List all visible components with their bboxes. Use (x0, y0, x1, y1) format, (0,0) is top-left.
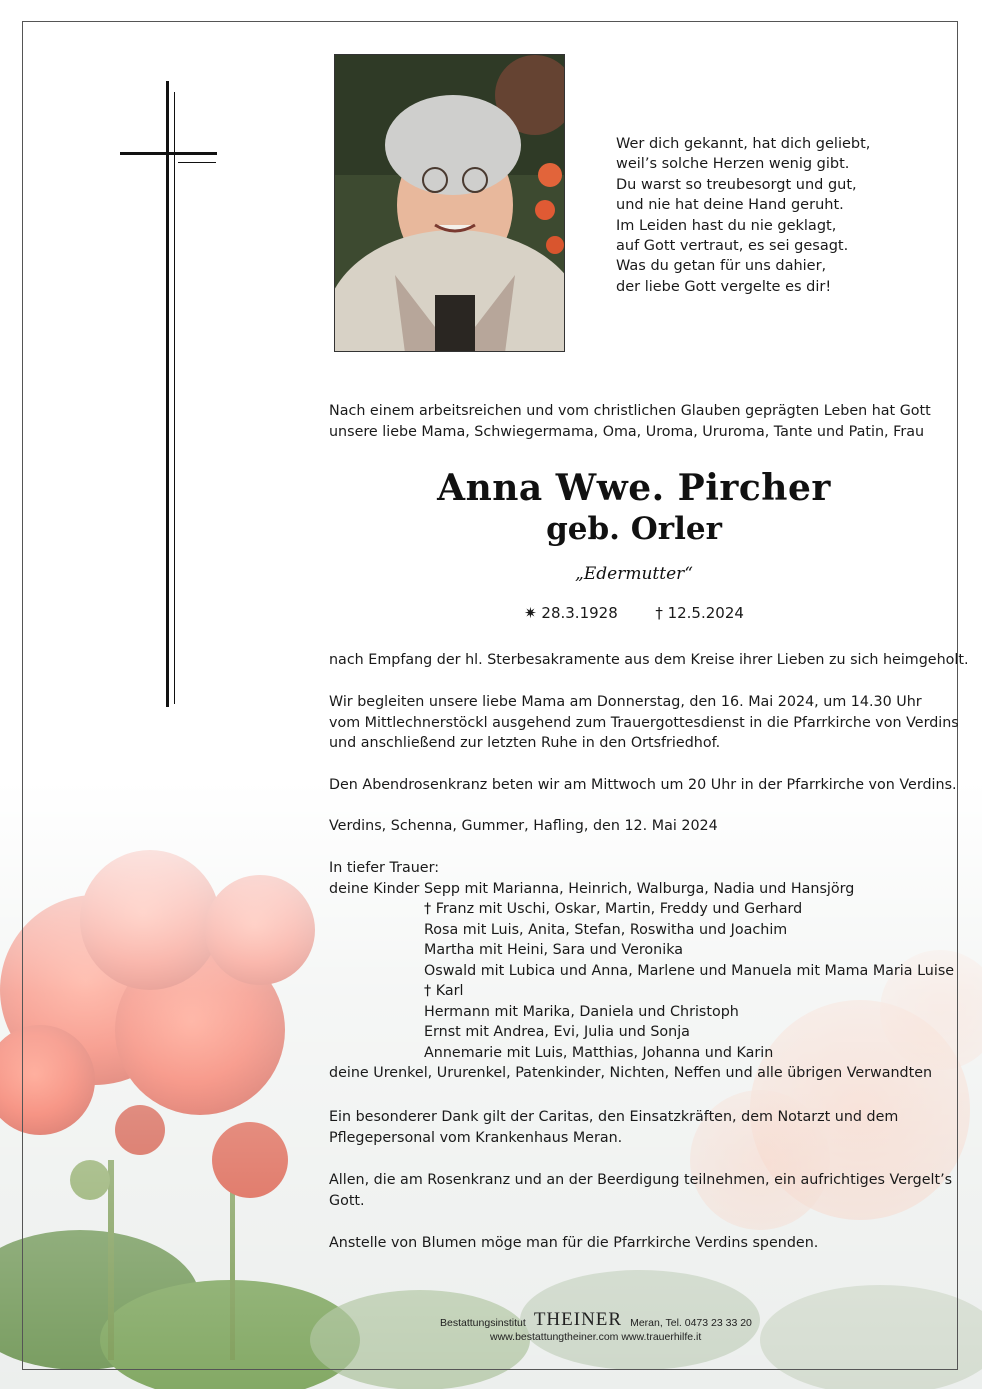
poem-line: Im Leiden hast du nie geklagt, (616, 217, 837, 234)
funeral-line: vom Mittlechnerstöckl ausgehend zum Trauergottesdienst in die Pfarrkirche von Verdins (329, 714, 959, 731)
poem-line: der liebe Gott vergelte es dir! (616, 278, 832, 295)
thanks-line: Ein besonderer Dank gilt der Caritas, den Einsatzkräften, dem Notarzt und dem (329, 1109, 899, 1125)
footer-label: Bestattungsinstitut (440, 1317, 526, 1329)
sacraments-text (329, 650, 969, 671)
mourning-title: In tiefer Trauer: (329, 860, 440, 876)
rosary-text (329, 775, 957, 796)
family-line: Hermann mit Marika, Daniela und Christoph (424, 1003, 739, 1020)
family-line: Annemarie mit Luis, Matthias, Johanna und Karin (424, 1044, 774, 1061)
funeral-line: Wir begleiten unsere liebe Mama am Donnerstag, den 16. Mai 2024, um 14.30 Uhr (329, 694, 922, 710)
funeral-text (329, 692, 959, 754)
poem-line: Was du getan für uns dahier, (616, 258, 827, 275)
poem-line: Wer dich gekannt, hat dich geliebt, (616, 136, 871, 152)
family-line: Oswald mit Lubica und Anna, Marlene und Manuela mit Mama Maria Luise (424, 962, 955, 979)
place-date-line: Verdins, Schenna, Gummer, Hafling, den 12. Mai 2024 (329, 818, 718, 834)
relatives-line: deine Urenkel, Ururenkel, Patenkinder, Nichten, Neffen und alle übrigen Verwandten (329, 1065, 933, 1081)
thanks-text (329, 1107, 941, 1148)
poem-line: auf Gott vertraut, es sei gesagt. (616, 238, 849, 255)
deceased-name: Anna Wwe. Pircher (437, 467, 831, 509)
family-line: Ernst mit Andrea, Evi, Julia und Sonja (424, 1024, 690, 1040)
theiner-logo: THEINER (533, 1309, 623, 1330)
rosary-line: Den Abendrosenkranz beten wir am Mittwoch um 20 Uhr in der Pfarrkirche von Verdins. (329, 777, 957, 793)
funeral-home-footer (440, 1310, 820, 1343)
thanks2-text (329, 1170, 953, 1211)
thanks-line: Pflegepersonal vom Krankenhaus Meran. (329, 1129, 623, 1146)
thanks2-line: Allen, die am Rosenkranz und an der Beerdigung teilnehmen, ein aufrichtiges Vergelt’s (329, 1172, 953, 1188)
intro-text (329, 401, 941, 442)
family-line: † Franz mit Uschi, Oskar, Martin, Freddy und Gerhard (424, 901, 803, 917)
family-line: Martha mit Heini, Sara und Veronika (424, 942, 683, 958)
portrait-photo (334, 54, 565, 352)
sacraments-line: nach Empfang der hl. Sterbesakramente aus dem Kreise ihrer Lieben zu sich heimgeholt. (329, 652, 969, 668)
mourners-list (329, 858, 955, 1084)
children-line: deine Kinder Sepp mit Marianna, Heinrich, Walburga, Nadia und Hansjörg (329, 880, 855, 897)
poem-line: und nie hat deine Hand geruht. (616, 197, 844, 214)
death-date: † 12.5.2024 (655, 604, 744, 622)
intro-line: unsere liebe Mama, Schwiegermama, Oma, Uroma, Ururoma, Tante und Patin, Frau (329, 423, 925, 440)
nickname: „Edermutter“ (575, 564, 693, 584)
maiden-name: geb. Orler (546, 511, 722, 547)
poem (616, 134, 916, 297)
life-dates (329, 604, 939, 622)
footer-contact: Meran, Tel. 0473 23 33 20 (630, 1317, 752, 1329)
family-line: Rosa mit Luis, Anita, Stefan, Roswitha und Joachim (424, 921, 788, 938)
flowers-note-line: Anstelle von Blumen möge man für die Pfarrkirche Verdins spenden. (329, 1235, 819, 1251)
birth-date: ✷ 28.3.1928 (524, 604, 618, 622)
intro-line: Nach einem arbeitsreichen und vom christlichen Glauben geprägten Leben hat Gott (329, 403, 931, 419)
family-line: † Karl (424, 983, 464, 999)
poem-line: Du warst so treubesorgt und gut, (616, 176, 857, 193)
poem-line: weil’s solche Herzen wenig gibt. (616, 156, 850, 173)
funeral-line: und anschließend zur letzten Ruhe in den Ortsfriedhof. (329, 735, 721, 751)
flowers-note (329, 1233, 941, 1254)
thanks2-line: Gott. (329, 1192, 365, 1209)
footer-website[interactable]: www.bestattungtheiner.com www.trauerhilfe.it (490, 1331, 702, 1343)
place-date (329, 816, 941, 837)
